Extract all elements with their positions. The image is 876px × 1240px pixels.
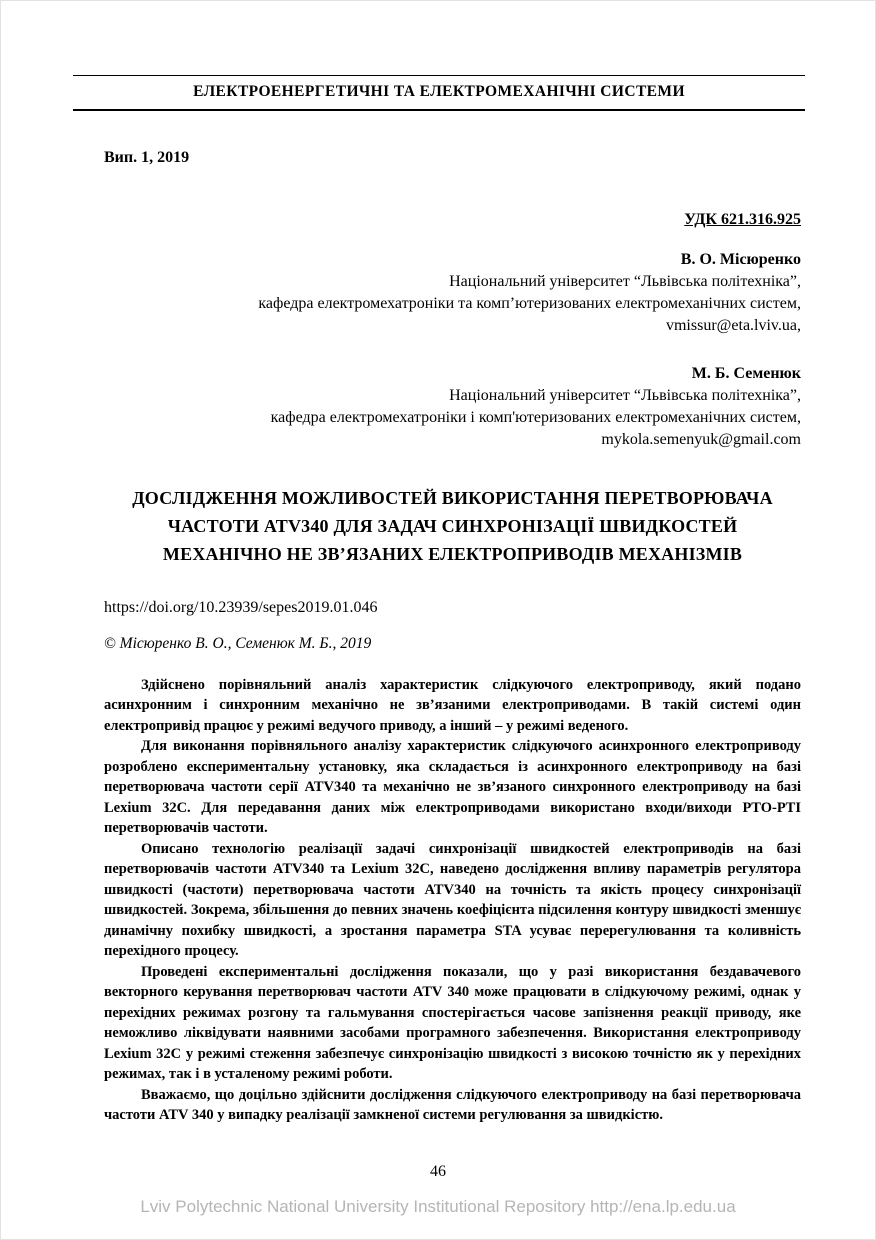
author-name: М. Б. Семенюк xyxy=(691,365,801,382)
copyright-line: © Місюренко В. О., Семенюк М. Б., 2019 xyxy=(104,634,372,652)
page-number: 46 xyxy=(430,1163,446,1180)
abstract-paragraph: Вважаємо, що доцільно здійснити дослідження слідкуючого електроприводу на базі перетворювача частоти ATV 340 у випадку реалізації замкненої системи регулювання за швидкістю. xyxy=(104,1086,801,1124)
abstract-section xyxy=(104,675,801,1126)
author-affiliation-line1: Національний університет “Львівська політехніка”, xyxy=(449,387,801,404)
abstract-paragraph: Здійснено порівняльний аналіз характеристик слідкуючого електроприводу, який подано асинхронним і синхронним механічно не зв’язаними електроприводами. В такій системі один електропривід працює у режимі ведучого приводу, а інший – у режимі веденого. xyxy=(104,676,801,734)
paper-title: ДОСЛІДЖЕННЯ МОЖЛИВОСТЕЙ ВИКОРИСТАННЯ ПЕРЕТВОРЮВАЧА ЧАСТОТИ ATV340 ДЛЯ ЗАДАЧ СИНХРОНІЗАЦІЇ ШВИДКОСТЕЙ МЕХАНІЧНО НЕ ЗВ’ЯЗАНИХ ЕЛЕКТРОПРИВОДІВ МЕХАНІЗМІВ xyxy=(132,488,773,564)
abstract-paragraph: Для виконання порівняльного аналізу характеристик слідкуючого асинхронного електроприводу розроблено експериментальну установку, яка складається із асинхронного електроприводу на базі перетворювача частоти серії ATV340 та механічно не зв’язаного синхронного електроприводу на базі Lexium 32C. Для передавання даних між електроприводами використано входи/виходи PTO-PTI перетворювачів частоти. xyxy=(104,738,801,837)
udc-label: УДК 621.316.925 xyxy=(684,211,801,228)
author-email: vmissur@eta.lviv.ua, xyxy=(665,317,801,334)
abstract-paragraph: Описано технологію реалізації задачі синхронізації швидкостей електроприводів на базі перетворювачів частоти ATV340 та Lexium 32C, наведено дослідження впливу параметрів регулятора швидкості (частоти) перетворювача частоти ATV340 на точність та якість процесу синхронізації швидкостей. Зокрема, збільшення до певних значень коефіцієнта підсилення контуру швидкості зменшує динамічну похибку швидкості, а зростання параметра STA усуває перерегулювання та коливність перехідного процесу. xyxy=(104,840,801,960)
author-affiliation-line2: кафедра електромехатроніки і комп'ютеризованих електромеханічних систем, xyxy=(270,409,801,426)
page-content xyxy=(104,149,801,1126)
abstract-paragraph: Проведені експериментальні дослідження показали, що у разі використання бездавачевого векторного керування перетворювач частоти ATV 340 може працювати в слідкуючому режимі, однак у перехідних режимах розгону та гальмування спостерігається часове запізнення реакції приводу, яке неможливо ліквідувати наявними засобами програмного забезпечення. Використання електроприводу Lexium 32C у режимі стеження забезпечує синхронізацію швидкості з високою точністю як у перехідних режимах, так і в усталеному режимі роботи. xyxy=(104,963,801,1083)
author-email: mykola.semenyuk@gmail.com xyxy=(601,431,801,448)
author-name: В. О. Місюренко xyxy=(680,251,801,268)
journal-header: ЕЛЕКТРОЕНЕРГЕТИЧНІ ТА ЕЛЕКТРОМЕХАНІЧНІ СИСТЕМИ xyxy=(73,75,805,111)
author-block xyxy=(104,249,801,337)
author-block xyxy=(104,363,801,451)
repository-footer: Lviv Polytechnic National University Institutional Repository http://ena.lp.edu.ua xyxy=(140,1197,736,1216)
doi-link[interactable]: https://doi.org/10.23939/sepes2019.01.046 xyxy=(104,598,378,616)
author-affiliation-line1: Національний університет “Львівська політехніка”, xyxy=(449,273,801,290)
udc-block xyxy=(104,211,801,229)
author-affiliation-line2: кафедра електромехатроніки та комп’ютеризованих електромеханічних систем, xyxy=(258,295,801,312)
issue-label: Вип. 1, 2019 xyxy=(104,149,190,166)
